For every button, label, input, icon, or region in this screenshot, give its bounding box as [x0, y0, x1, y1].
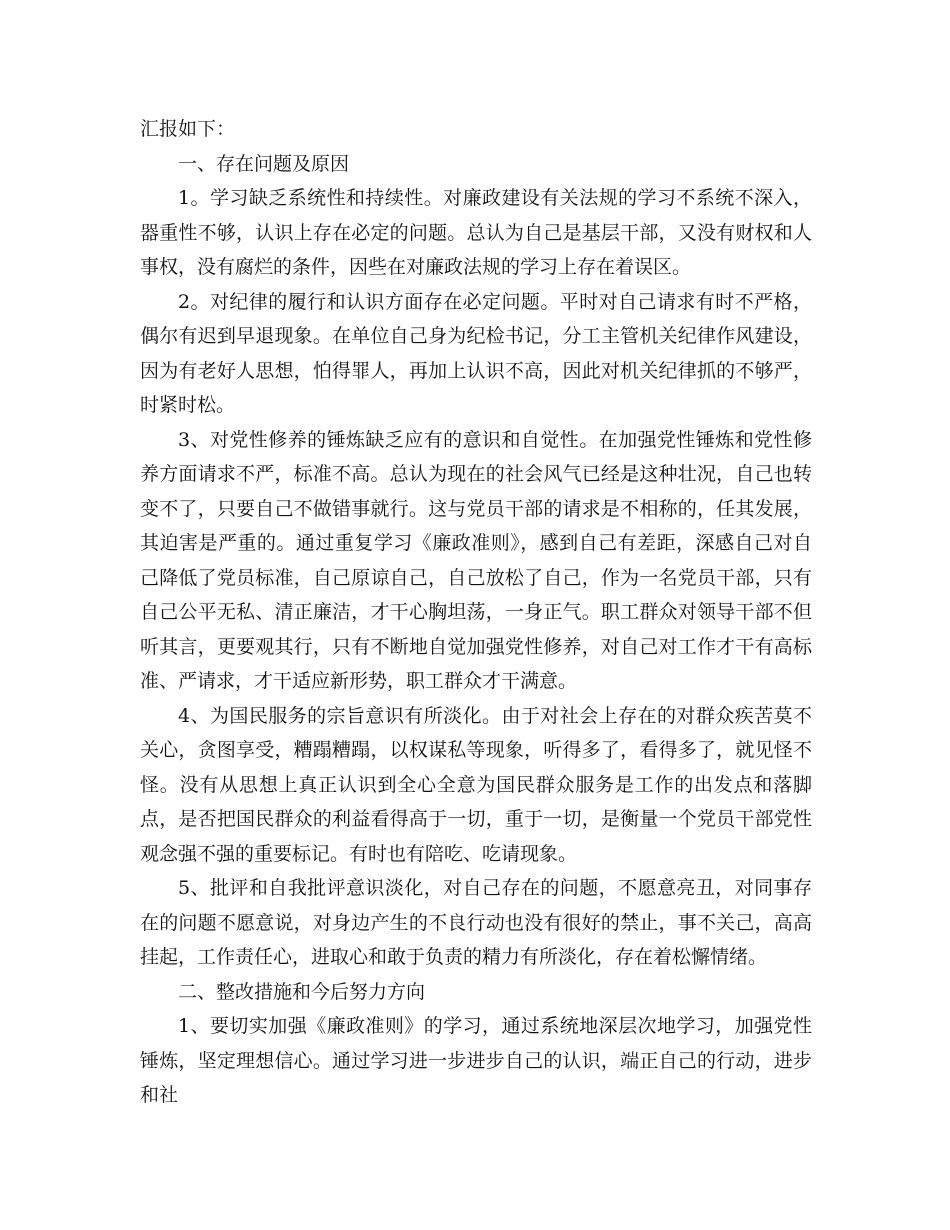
section-heading-measures: 二、整改措施和今后努力方向 — [178, 980, 426, 1003]
paragraph-item-5: 5、批评和自我批评意识淡化，对自己存在的问题，不愿意亮丑，对同事存在的问题不愿意说，对身边产生的不良行动也没有很好的禁止，事不关己，高高挂起，工作责任心，进取心和敢于负责的精力有所淡化，存在着松懈情绪。 — [140, 877, 812, 968]
document-body — [140, 112, 812, 1113]
paragraph-item-2: 2。对纪律的履行和认识方面存在必定问题。平时对自己请求有时不严格，偶尔有迟到早退现象。在单位自己身为纪检书记，分工主管机关纪律作风建设，因为有老好人思想，怕得罪人，再加上认识不高，因此对机关纪律抓的不够严，时紧时松。 — [140, 290, 812, 416]
paragraph-item-3: 3、对党性修养的锤炼缺乏应有的意识和自觉性。在加强党性锤炼和党性修养方面请求不严，标准不高。总认为现在的社会风气已经是这种壮况，自己也转变不了，只要自己不做错事就行。这与党员干部的请求是不相称的，任其发展，其迫害是严重的。通过重复学习《廉政准则》，感到自己有差距，深感自己对自己降低了党员标准，自己原谅自己，自己放松了自己，作为一名党员干部，只有自己公平无私、清正廉洁，才干心胸坦荡，一身正气。职工群众对领导干部不但听其言，更要观其行，只有不断地自觉加强党性修养，对自己对工作才干有高标准、严请求，才干适应新形势，职工群众才干满意。 — [140, 428, 812, 692]
paragraph-item-1: 1。学习缺乏系统性和持续性。对廉政建设有关法规的学习不系统不深入，器重性不够，认识上存在必定的问题。总认为自己是基层干部，又没有财权和人事权，没有腐烂的条件，因些在对廉政法规的学习上存在着误区。 — [140, 187, 812, 278]
section-heading-problems: 一、存在问题及原因 — [178, 152, 350, 175]
paragraph-measure-1: 1、要切实加强《廉政准则》的学习，通过系统地深层次地学习，加强党性锤炼，坚定理想信心。通过学习进一步进步自己的认识，端正自己的行动，进步和社 — [140, 1015, 812, 1106]
opening-line: 汇报如下： — [140, 118, 236, 140]
paragraph-item-4: 4、为国民服务的宗旨意识有所淡化。由于对社会上存在的对群众疾苦莫不关心，贪图享受，糟蹋糟蹋，以权谋私等现象，听得多了，看得多了，就见怪不怪。没有从思想上真正认识到全心全意为国民群众服务是工作的出发点和落脚点，是否把国民群众的利益看得高于一切，重于一切，是衡量一个党员干部党性观念强不强的重要标记。有时也有陪吃、吃请现象。 — [140, 704, 812, 865]
